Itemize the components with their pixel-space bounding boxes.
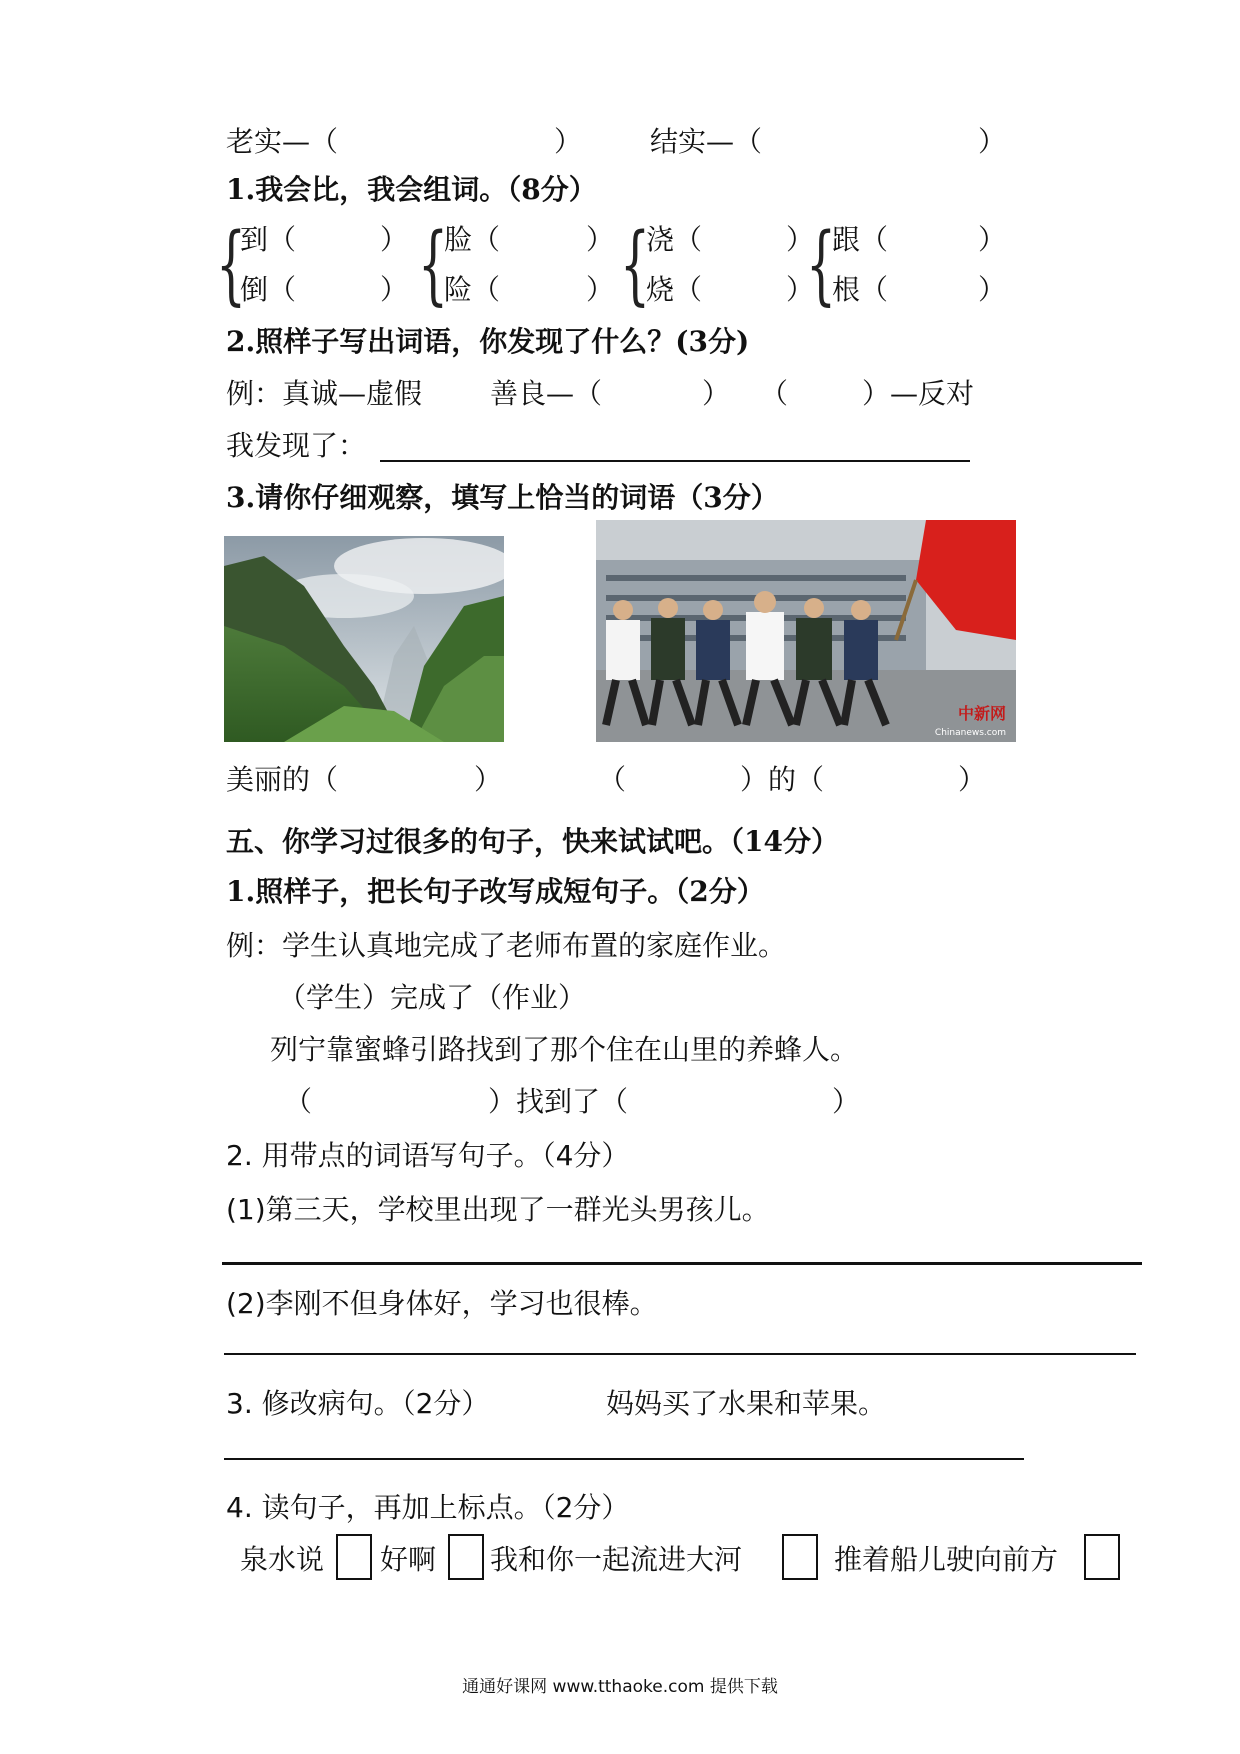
q1-char: 烧（ xyxy=(646,273,703,306)
q1-char: 到（ xyxy=(240,223,297,256)
s1-title: 1.照样子，把长句子改写成短句子。（2分） xyxy=(226,875,765,908)
q3-label-1: 美丽的（ xyxy=(226,763,339,796)
s3-sentence: 妈妈买了水果和苹果。 xyxy=(606,1387,887,1420)
q1-char: 倒（ xyxy=(240,273,297,306)
q2-example: 例：真诚—虚假 xyxy=(226,377,423,410)
q3-label-2-close: ） xyxy=(958,763,987,796)
word-prompt-laoshi: 老实—（ xyxy=(226,125,339,158)
s1-blank-open: （ xyxy=(284,1085,313,1118)
q2-item1: 善良—（ xyxy=(490,377,603,410)
s2-answer-line-2[interactable] xyxy=(224,1353,1136,1355)
punctuation-box-4[interactable] xyxy=(1084,1534,1120,1580)
q1-char: 浇（ xyxy=(646,223,703,256)
s1-example: 例：学生认真地完成了老师布置的家庭作业。 xyxy=(226,929,787,962)
s4-part-3: 我和你一起流进大河 xyxy=(490,1543,743,1576)
s1-blank-end: ） xyxy=(832,1085,861,1118)
mountain-illustration-icon xyxy=(224,536,504,742)
q2-item2-close: ）—反对 xyxy=(862,377,975,410)
q1-char: 跟（ xyxy=(832,223,889,256)
s2-item-2: (2)李刚不但身体好，学习也很棒。 xyxy=(226,1287,658,1320)
punctuation-box-1[interactable] xyxy=(336,1534,372,1580)
s3-title: 3. 修改病句。（2分） xyxy=(226,1387,490,1420)
q1-close: ） xyxy=(978,223,1007,256)
q1-close: ） xyxy=(786,223,815,256)
q1-close: ） xyxy=(586,223,615,256)
s2-title: 2. 用带点的词语写句子。（4分） xyxy=(226,1139,630,1172)
q3-label-1-close: ） xyxy=(474,763,503,796)
mountain-photo xyxy=(224,536,504,742)
q1-close: ） xyxy=(380,273,409,306)
q2-item2: （ xyxy=(760,377,789,410)
q1-close: ） xyxy=(786,273,815,306)
s4-part-4: 推着船儿驶向前方 xyxy=(834,1543,1059,1576)
s1-example-short: （学生）完成了（作业） xyxy=(278,981,587,1014)
punctuation-box-3[interactable] xyxy=(782,1534,818,1580)
q1-close: ） xyxy=(380,223,409,256)
s4-title: 4. 读句子，再加上标点。（2分） xyxy=(226,1491,630,1524)
s2-item-1: (1)第三天，学校里出现了一群光头男孩儿。 xyxy=(226,1193,770,1226)
q3-title: 3.请你仔细观察，填写上恰当的词语（3分） xyxy=(226,481,779,514)
s4-part-1: 泉水说 xyxy=(240,1543,325,1576)
punctuation-box-2[interactable] xyxy=(448,1534,484,1580)
q1-char: 脸（ xyxy=(444,223,501,256)
honor-guard-photo xyxy=(596,520,1016,742)
word-prompt-jieshi-close: ） xyxy=(978,125,1007,158)
q3-label-2-mid: ）的（ xyxy=(740,763,825,796)
q2-title: 2.照样子写出词语，你发现了什么？(3分) xyxy=(226,325,750,358)
section5-title: 五、你学习过很多的句子，快来试试吧。（14分） xyxy=(226,825,839,858)
word-prompt-laoshi-close: ） xyxy=(554,125,583,158)
q2-found-label: 我发现了： xyxy=(226,429,367,462)
s4-part-2: 好啊 xyxy=(380,1543,437,1576)
q1-close: ） xyxy=(586,273,615,306)
brace-icon: { xyxy=(216,215,247,315)
q1-title: 1.我会比，我会组词。（8分） xyxy=(226,173,597,206)
s1-blank-mid: ）找到了（ xyxy=(488,1085,629,1118)
s3-answer-line[interactable] xyxy=(224,1458,1024,1460)
chinanews-watermark-sub: Chinanews.com xyxy=(934,728,1006,738)
q2-item1-close: ） xyxy=(702,377,731,410)
brace-icon: { xyxy=(806,215,837,315)
q2-answer-line[interactable] xyxy=(380,460,970,462)
word-prompt-jieshi: 结实—（ xyxy=(650,125,763,158)
brace-icon: { xyxy=(418,215,449,315)
s1-sentence: 列宁靠蜜蜂引路找到了那个住在山里的养蜂人。 xyxy=(270,1033,859,1066)
q3-label-2-open: （ xyxy=(598,763,627,796)
chinanews-watermark: 中新网 xyxy=(957,704,1006,723)
brace-icon: { xyxy=(620,215,651,315)
honor-guard-illustration-icon xyxy=(596,520,1016,742)
q1-char: 险（ xyxy=(444,273,501,306)
s2-answer-line-1[interactable] xyxy=(222,1262,1142,1265)
q1-close: ） xyxy=(978,273,1007,306)
footer-credit: 通通好课网 www.tthaoke.com 提供下载 xyxy=(462,1677,778,1697)
q1-char: 根（ xyxy=(832,273,889,306)
